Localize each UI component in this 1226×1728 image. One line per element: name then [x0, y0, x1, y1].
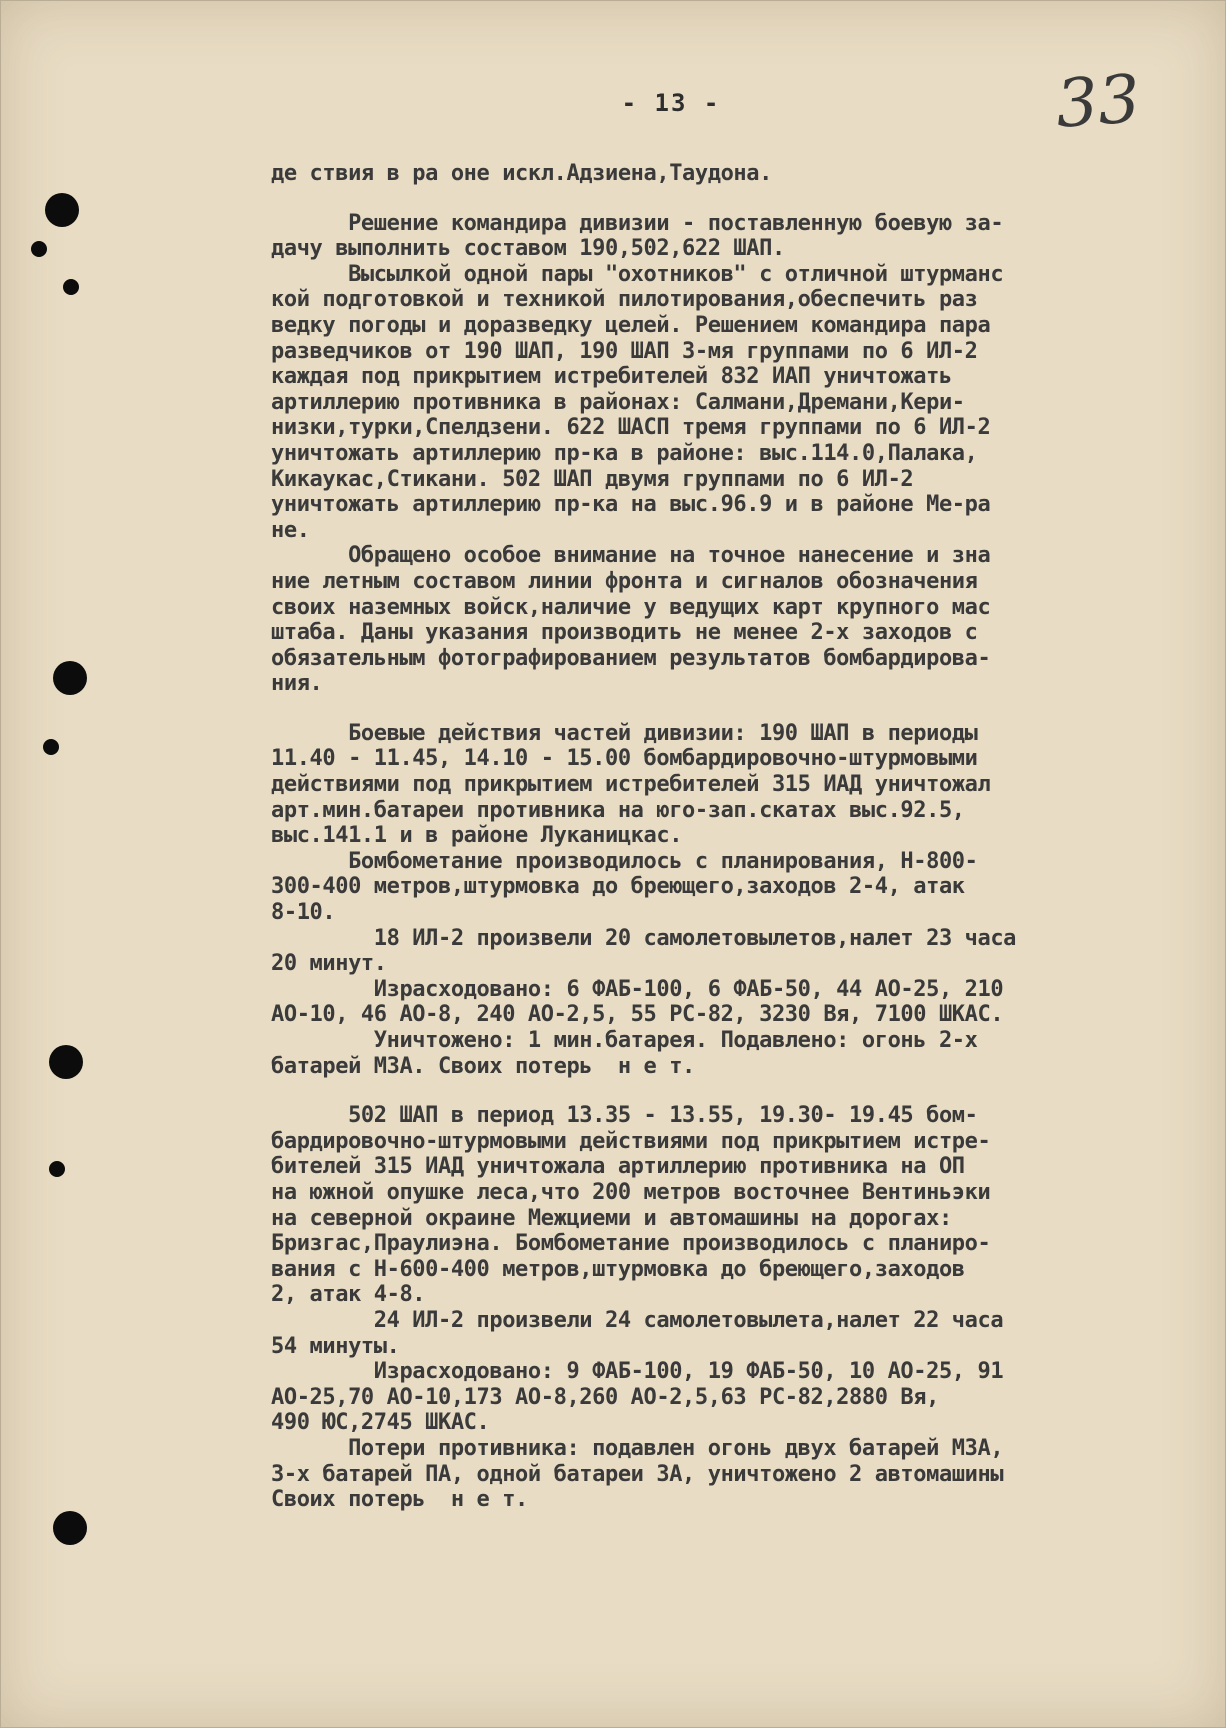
text-line: де ствия в ра оне искл.Адзиена,Таудона. — [271, 161, 772, 186]
text-line: 3-х батарей ПА, одной батареи ЗА, уничтожено 2 автомашины — [271, 1461, 1004, 1487]
text-line: ведку погоды и доразведку целей. Решением командира пара — [271, 312, 991, 338]
punch-hole — [45, 193, 79, 227]
text-line: Потери противника: подавлен огонь двух батарей МЗА, — [271, 1435, 1004, 1461]
text-line: действиями под прикрытием истребителей 315 ИАД уничтожал — [271, 772, 991, 798]
text-line: каждая под прикрытием истребителей 832 ИАП уничтожать — [271, 364, 952, 390]
text-line: кой подготовкой и техникой пилотирования,обеспечить раз — [271, 287, 978, 313]
punch-hole — [53, 661, 87, 695]
text-line: бардировочно-штурмовыми действиями под прикрытием истре- — [271, 1128, 991, 1154]
archive-number: 33 — [1053, 60, 1143, 143]
text-line: Кикаукас,Стикани. 502 ШАП двумя группами по 6 ИЛ-2 — [271, 466, 914, 492]
text-line: АО-10, 46 АО-8, 240 АО-2,5, 55 РС-82, 3230 Вя, 7100 ШКАС. — [271, 1002, 1004, 1028]
text-line: на северной окраине Межциеми и автомашины на дорогах: — [271, 1205, 952, 1231]
text-line: Решение командира дивизии - поставленную боевую за- — [271, 210, 1004, 236]
text-line: АО-25,70 АО-10,173 АО-8,260 АО-2,5,63 РС-82,2880 Вя, — [271, 1384, 939, 1410]
punch-hole — [63, 279, 79, 295]
text-line: 300-400 метров,штурмовка до бреющего,заходов 2-4, атак — [271, 874, 965, 900]
text-line: Обращено особое внимание на точное нанесение и зна — [271, 543, 991, 569]
text-line: артиллерию противника в районах: Салмани,Дремани,Кери- — [271, 389, 965, 415]
text-line: 18 ИЛ-2 произвели 20 самолетовылетов,налет 23 часа — [271, 925, 1017, 951]
text-line: своих наземных войск,наличие у ведущих карт крупного мас — [271, 594, 991, 620]
text-line: арт.мин.батареи противника на юго-зап.скатах выс.92.5, — [271, 797, 965, 823]
text-line: 490 ЮС,2745 ШКАС. — [271, 1410, 490, 1436]
text-line: разведчиков от 190 ШАП, 190 ШАП 3-мя группами по 6 ИЛ-2 — [271, 338, 978, 364]
page-number: - 13 - — [621, 89, 721, 117]
text-line: батарей МЗА. Своих потерь н е т. — [271, 1053, 695, 1079]
paragraph-gap — [271, 187, 1199, 211]
text-line: Боевые действия частей дивизии: 190 ШАП в периоды — [271, 720, 978, 746]
text-line: дачу выполнить составом 190,502,622 ШАП. — [271, 236, 785, 262]
text-line: 8-10. — [271, 900, 336, 926]
paragraph-gap — [271, 1079, 1199, 1103]
text-line: 502 ШАП в период 13.35 - 13.55, 19.30- 19.45 бом- — [271, 1103, 978, 1129]
text-line: Своих потерь н е т. — [271, 1487, 528, 1513]
punch-hole — [49, 1161, 65, 1177]
document-body — [271, 161, 1199, 1513]
punch-hole — [31, 241, 47, 257]
text-line: ние летным составом линии фронта и сигналов обозначения — [271, 568, 978, 594]
text-line: на южной опушке леса,что 200 метров восточнее Вентиньэки — [271, 1179, 991, 1205]
text-line: низки,турки,Спелдзени. 622 ШАСП тремя группами по 6 ИЛ-2 — [271, 415, 991, 441]
punch-hole — [43, 739, 59, 755]
text-line: ния. — [271, 671, 323, 697]
text-line: бителей 315 ИАД уничтожала артиллерию противника на ОП — [271, 1154, 965, 1180]
text-line: штаба. Даны указания производить не менее 2-х заходов с — [271, 620, 978, 646]
text-line: не. — [271, 517, 310, 543]
text-line: Израсходовано: 6 ФАБ-100, 6 ФАБ-50, 44 АО-25, 210 — [271, 976, 1004, 1002]
paragraph-gap — [271, 697, 1199, 721]
text-line: Бомбометание производилось с планирования, Н-800- — [271, 848, 978, 874]
text-line: уничтожать артиллерию пр-ка на выс.96.9 и в районе Ме-ра — [271, 492, 991, 518]
text-line: Израсходовано: 9 ФАБ-100, 19 ФАБ-50, 10 АО-25, 91 — [271, 1359, 1004, 1385]
text-line: 11.40 - 11.45, 14.10 - 15.00 бомбардировочно-штурмовыми — [271, 746, 978, 772]
text-line: вания с Н-600-400 метров,штурмовка до бреющего,заходов — [271, 1256, 965, 1282]
text-line: Уничтожено: 1 мин.батарея. Подавлено: огонь 2-х — [271, 1028, 978, 1053]
punch-hole — [49, 1045, 83, 1079]
text-line: Бризгас,Праулиэна. Бомбометание производилось с планиро- — [271, 1231, 991, 1257]
text-line: 54 минуты. — [271, 1333, 400, 1359]
text-line: обязательным фотографированием результатов бомбардирова- — [271, 645, 991, 671]
text-line: выс.141.1 и в районе Луканицкас. — [271, 823, 683, 849]
text-line: Высылкой одной пары "охотников" с отличной штурманс — [271, 261, 1004, 287]
text-line: уничтожать артиллерию пр-ка в районе: выс.114.0,Палака, — [271, 440, 978, 466]
text-line: 2, атак 4-8. — [271, 1282, 426, 1308]
punch-hole — [53, 1511, 87, 1545]
text-line: 24 ИЛ-2 произвели 24 самолетовылета,налет 22 часа — [271, 1307, 1004, 1333]
text-line: 20 минут. — [271, 951, 387, 977]
